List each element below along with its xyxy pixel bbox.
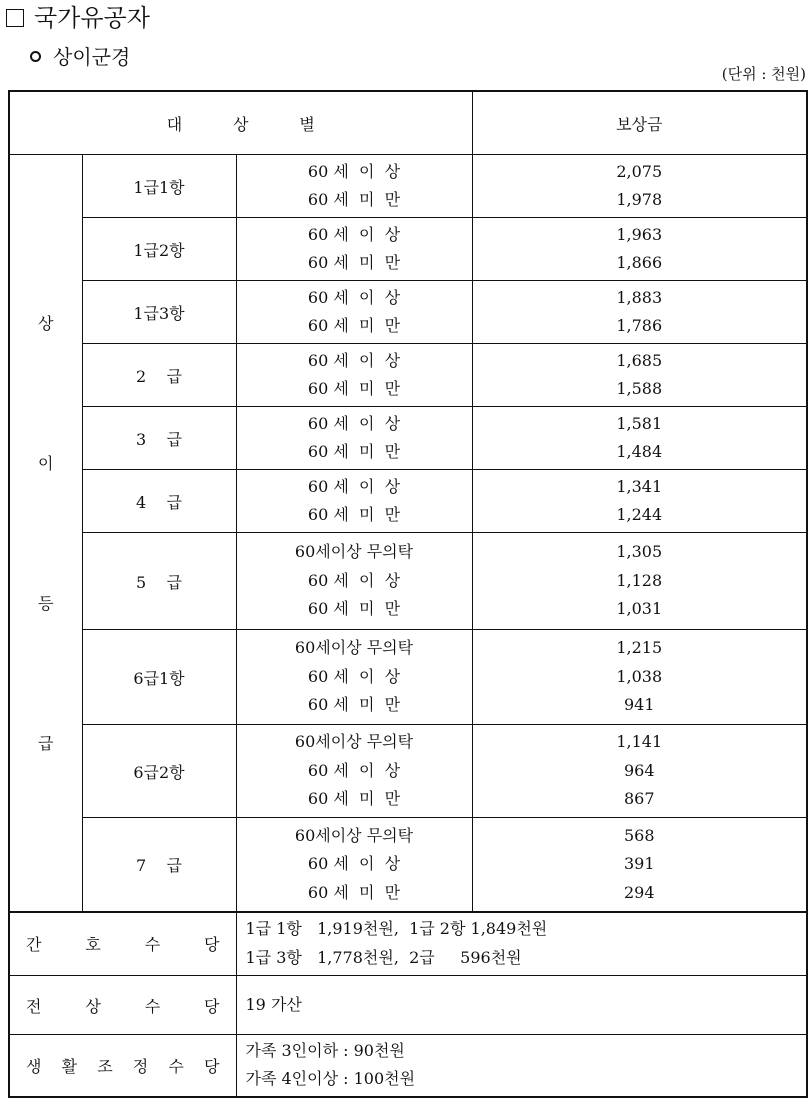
condition-line: 60 세 미 만 xyxy=(307,253,401,272)
allowance-row xyxy=(9,1035,807,1097)
grade-cell: 1급3항 xyxy=(82,281,236,344)
condition-cell xyxy=(236,533,472,630)
grade-cell: 1급1항 xyxy=(82,155,236,218)
condition xyxy=(237,284,472,341)
condition xyxy=(237,221,472,278)
allowance-label-cell xyxy=(9,1035,236,1097)
amount-line: 1,978 xyxy=(616,190,663,209)
condition-line: 60 세 이 상 xyxy=(307,854,401,873)
allowance-label xyxy=(10,1054,236,1077)
allowance-label-char: 정 xyxy=(132,1056,149,1076)
amount xyxy=(473,221,807,278)
condition-cell xyxy=(236,407,472,470)
condition-line: 60세이상 무의탁 xyxy=(294,542,414,562)
condition xyxy=(237,538,472,624)
table-row xyxy=(9,218,807,281)
condition-line: 60 세 미 만 xyxy=(307,505,401,524)
amount xyxy=(473,822,807,908)
allowance-label-char: 당 xyxy=(204,996,220,1016)
table-row xyxy=(9,470,807,533)
table-row xyxy=(9,281,807,344)
allowance-label-cell xyxy=(9,976,236,1035)
condition xyxy=(237,822,472,908)
grade-cell: 6급1항 xyxy=(82,630,236,725)
condition-line: 60 세 이 상 xyxy=(307,570,401,590)
amount-line: 1,685 xyxy=(616,350,663,370)
amount-line: 1,484 xyxy=(616,442,663,461)
table-row xyxy=(9,818,807,912)
condition-cell xyxy=(236,281,472,344)
amount xyxy=(473,410,807,467)
table-header-row xyxy=(9,91,807,155)
condition-cell xyxy=(236,725,472,818)
allowance-line: 가족 4인이상 : 100천원 xyxy=(245,1069,416,1089)
condition xyxy=(237,347,472,404)
group-label-char: 상 xyxy=(38,314,54,334)
condition-line: 60 세 이 상 xyxy=(307,666,401,686)
condition-line: 60 세 이 상 xyxy=(307,287,401,307)
table-row xyxy=(9,344,807,407)
group-label-char: 급 xyxy=(38,734,54,754)
page-title-text: 국가유공자 xyxy=(34,4,150,32)
condition xyxy=(237,728,472,814)
page-title xyxy=(6,2,150,34)
condition-cell xyxy=(236,470,472,533)
condition-line: 60 세 미 만 xyxy=(307,442,401,461)
allowance-label-char: 간 xyxy=(26,935,42,955)
condition xyxy=(237,473,472,530)
amount-line: 1,305 xyxy=(616,542,663,562)
amount xyxy=(473,284,807,341)
amount-line: 1,244 xyxy=(616,505,663,524)
allowance-label-char: 수 xyxy=(168,1056,184,1076)
allowance-line: 19 가산 xyxy=(245,994,302,1014)
amount xyxy=(473,728,807,814)
allowance-label-char: 당 xyxy=(204,935,220,955)
allowance-row xyxy=(9,976,807,1035)
amount-cell xyxy=(472,818,807,912)
allowance-label-char: 조 xyxy=(97,1056,113,1076)
amount-line: 1,866 xyxy=(616,253,663,272)
group-label-char: 등 xyxy=(38,594,54,614)
allowance-line: 1급 1항 1,919천원, 1급 2항 1,849천원 xyxy=(245,919,548,939)
amount-line: 1,215 xyxy=(616,638,663,658)
grade-cell: 1급2항 xyxy=(82,218,236,281)
allowance-row xyxy=(9,912,807,976)
allowance-label-char: 수 xyxy=(144,996,161,1016)
amount-cell xyxy=(472,281,807,344)
allowance-label-cell xyxy=(9,912,236,976)
amount-line: 1,141 xyxy=(616,732,663,752)
allowance-label-char: 활 xyxy=(61,1056,78,1076)
condition-line: 60 세 미 만 xyxy=(307,789,401,809)
condition-line: 60세이상 무의탁 xyxy=(294,825,414,845)
amount-line: 1,786 xyxy=(616,316,663,335)
amount-line: 1,883 xyxy=(616,287,663,307)
amount-line: 941 xyxy=(623,695,655,715)
allowance-value-cell xyxy=(236,912,807,976)
allowance-label-char: 생 xyxy=(26,1056,42,1076)
allowance-label-char: 상 xyxy=(85,996,101,1016)
section-subtitle xyxy=(30,43,130,71)
amount-line: 391 xyxy=(623,854,655,873)
table-row xyxy=(9,533,807,630)
amount-line: 1,588 xyxy=(616,379,663,398)
condition-line: 60 세 이 상 xyxy=(307,224,401,244)
amount-line: 1,031 xyxy=(616,599,663,619)
condition-line: 60 세 이 상 xyxy=(307,413,401,433)
allowance-label-char: 호 xyxy=(85,935,101,955)
amount-line: 1,038 xyxy=(616,666,663,686)
condition-line: 60 세 이 상 xyxy=(307,760,401,780)
condition-cell xyxy=(236,344,472,407)
condition xyxy=(237,158,472,215)
amount-cell xyxy=(472,725,807,818)
table-row xyxy=(9,630,807,725)
condition-line: 60 세 미 만 xyxy=(307,379,401,398)
amount-line: 964 xyxy=(623,760,655,780)
amount xyxy=(473,538,807,624)
condition-cell xyxy=(236,630,472,725)
condition-line: 60 세 미 만 xyxy=(307,316,401,335)
unit-note: (단위 : 천원) xyxy=(721,65,806,83)
header-amount-cell: 보상금 xyxy=(472,91,807,155)
header-target-cell: 대 상 별 xyxy=(9,91,472,155)
amount-line: 294 xyxy=(623,882,655,902)
allowance-label-char: 전 xyxy=(26,996,42,1016)
group-label-cell xyxy=(9,155,82,912)
amount-cell xyxy=(472,218,807,281)
condition-cell xyxy=(236,818,472,912)
condition-line: 60 세 미 만 xyxy=(307,599,401,619)
condition-line: 60 세 미 만 xyxy=(307,695,401,715)
amount-line: 1,963 xyxy=(616,224,663,244)
allowance-value-cell xyxy=(236,1035,807,1097)
group-label-char: 이 xyxy=(38,454,54,474)
amount-cell xyxy=(472,630,807,725)
circle-bullet-icon xyxy=(30,51,41,62)
allowance-label xyxy=(10,932,236,955)
condition-cell xyxy=(236,155,472,218)
condition-line: 60 세 이 상 xyxy=(307,161,401,181)
allowance-label-char: 수 xyxy=(144,935,161,955)
checkbox-square-icon xyxy=(6,9,24,27)
grade-cell: 3 급 xyxy=(82,407,236,470)
condition-line: 60세이상 무의탁 xyxy=(294,732,414,752)
grade-cell: 6급2항 xyxy=(82,725,236,818)
amount-cell xyxy=(472,533,807,630)
amount-line: 568 xyxy=(623,825,655,845)
section-subtitle-text: 상이군경 xyxy=(53,45,131,69)
amount-cell xyxy=(472,344,807,407)
amount-cell xyxy=(472,155,807,218)
group-label xyxy=(10,253,82,813)
condition xyxy=(237,410,472,467)
amount-cell xyxy=(472,470,807,533)
allowance-label-char: 당 xyxy=(203,1056,220,1076)
grade-cell: 2 급 xyxy=(82,344,236,407)
amount xyxy=(473,347,807,404)
amount-line: 1,341 xyxy=(616,476,663,496)
grade-cell: 4 급 xyxy=(82,470,236,533)
table-row xyxy=(9,155,807,218)
amount xyxy=(473,473,807,530)
table-row xyxy=(9,407,807,470)
amount-line: 867 xyxy=(623,789,655,809)
amount-line: 1,581 xyxy=(616,413,663,433)
amount xyxy=(473,634,807,720)
condition-cell xyxy=(236,218,472,281)
condition-line: 60 세 미 만 xyxy=(307,190,401,209)
condition-line: 60 세 이 상 xyxy=(307,476,401,496)
compensation-table xyxy=(8,90,808,1098)
amount-cell xyxy=(472,407,807,470)
allowance-line: 1급 3항 1,778천원, 2급 596천원 xyxy=(245,947,522,967)
allowance-label xyxy=(10,994,236,1017)
amount xyxy=(473,158,807,215)
grade-cell: 7 급 xyxy=(82,818,236,912)
amount-line: 1,128 xyxy=(616,570,663,590)
table-row xyxy=(9,725,807,818)
amount-line: 2,075 xyxy=(616,161,663,181)
allowance-value-cell xyxy=(236,976,807,1035)
condition-line: 60 세 미 만 xyxy=(307,882,401,902)
grade-cell: 5 급 xyxy=(82,533,236,630)
condition-line: 60세이상 무의탁 xyxy=(294,638,414,658)
condition-line: 60 세 이 상 xyxy=(307,350,401,370)
allowance-line: 가족 3인이하 : 90천원 xyxy=(245,1040,405,1060)
condition xyxy=(237,634,472,720)
